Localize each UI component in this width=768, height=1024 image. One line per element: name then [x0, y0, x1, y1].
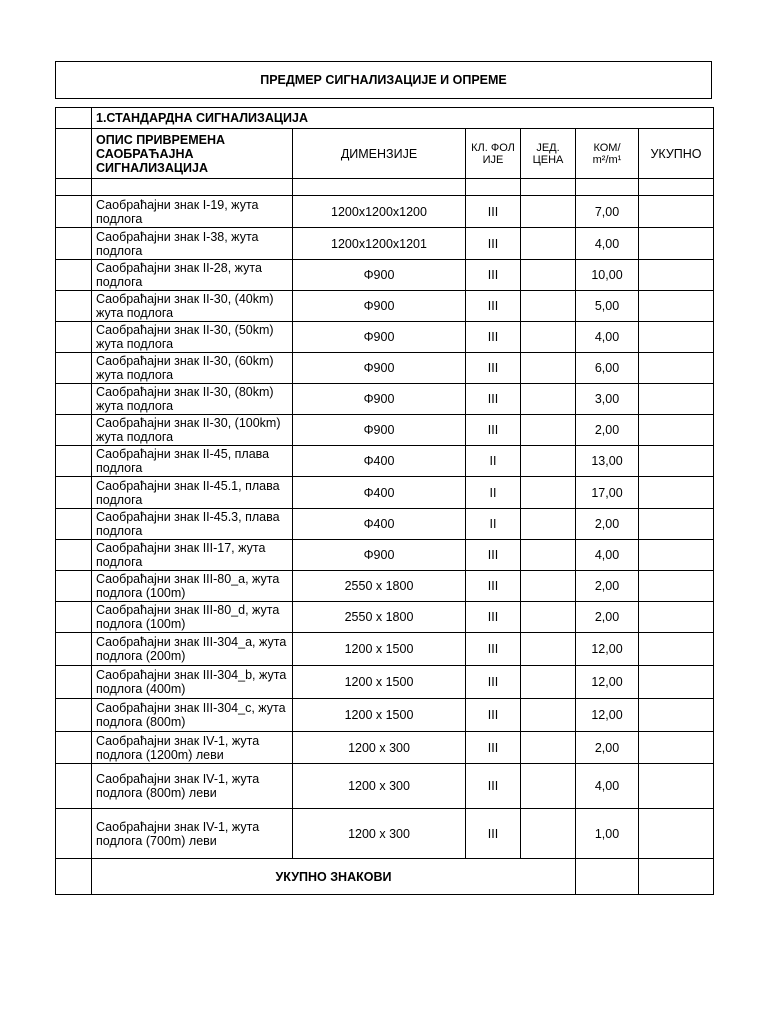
- row-description: Саобраћајни знак II-30, (100km) жута подлога: [92, 415, 293, 446]
- row-dimensions: Φ900: [293, 291, 466, 322]
- row-foil-class: III: [466, 809, 521, 859]
- row-unit-price: [521, 353, 576, 384]
- row-foil-class: III: [466, 602, 521, 633]
- row-foil-class: III: [466, 384, 521, 415]
- table-row: [56, 415, 714, 446]
- section-title: 1.СТАНДАРДНА СИГНАЛИЗАЦИЈА: [92, 108, 714, 129]
- row-number-cell: [56, 602, 92, 633]
- row-total: [639, 764, 714, 809]
- row-unit-price: [521, 260, 576, 291]
- row-total: [639, 228, 714, 260]
- row-foil-class: III: [466, 291, 521, 322]
- row-number-cell: [56, 699, 92, 732]
- row-unit-price: [521, 699, 576, 732]
- row-quantity: 12,00: [576, 633, 639, 666]
- table-row: [56, 602, 714, 633]
- header-unit-price: ЈЕД. ЦЕНА: [521, 129, 576, 179]
- row-unit-price: [521, 415, 576, 446]
- row-quantity: 4,00: [576, 764, 639, 809]
- header-quantity: КОМ/ m²/m¹: [576, 129, 639, 179]
- row-number-cell: [56, 809, 92, 859]
- row-total: [639, 353, 714, 384]
- row-number-cell: [56, 384, 92, 415]
- row-unit-price: [521, 509, 576, 540]
- row-foil-class: II: [466, 477, 521, 509]
- row-number-cell: [56, 291, 92, 322]
- row-unit-price: [521, 384, 576, 415]
- row-dimensions: 1200 x 1500: [293, 633, 466, 666]
- row-total: [639, 540, 714, 571]
- row-unit-price: [521, 732, 576, 764]
- row-number-cell: [56, 633, 92, 666]
- row-dimensions: Φ400: [293, 509, 466, 540]
- table-row: [56, 732, 714, 764]
- row-dimensions: Φ400: [293, 477, 466, 509]
- row-foil-class: III: [466, 633, 521, 666]
- row-total: [639, 291, 714, 322]
- row-foil-class: II: [466, 509, 521, 540]
- row-foil-class: III: [466, 353, 521, 384]
- row-unit-price: [521, 571, 576, 602]
- row-dimensions: Φ900: [293, 540, 466, 571]
- row-dimensions: 1200x1200x1201: [293, 228, 466, 260]
- row-total: [639, 571, 714, 602]
- row-dimensions: Φ900: [293, 353, 466, 384]
- row-description: Саобраћајни знак III-17, жута подлога: [92, 540, 293, 571]
- spacer-row: [56, 179, 714, 196]
- row-total: [639, 260, 714, 291]
- row-foil-class: III: [466, 228, 521, 260]
- row-description: Саобраћајни знак II-30, (50km) жута подлога: [92, 322, 293, 353]
- row-total: [639, 384, 714, 415]
- row-description: Саобраћајни знак III-304_b, жута подлога (400m): [92, 666, 293, 699]
- row-number-cell: [56, 571, 92, 602]
- row-dimensions: Φ900: [293, 322, 466, 353]
- row-total: [639, 602, 714, 633]
- row-total: [639, 446, 714, 477]
- row-quantity: 6,00: [576, 353, 639, 384]
- row-foil-class: III: [466, 732, 521, 764]
- row-quantity: 2,00: [576, 571, 639, 602]
- row-unit-price: [521, 633, 576, 666]
- total-row: [56, 859, 714, 895]
- table-row: [56, 384, 714, 415]
- row-dimensions: Φ900: [293, 415, 466, 446]
- row-description: Саобраћајни знак IV-1, жута подлога (1200m) леви: [92, 732, 293, 764]
- row-quantity: 2,00: [576, 509, 639, 540]
- row-number-cell: [56, 446, 92, 477]
- row-total: [639, 809, 714, 859]
- row-total: [639, 732, 714, 764]
- table-row: [56, 446, 714, 477]
- header-dimensions: ДИМЕНЗИЈЕ: [293, 129, 466, 179]
- row-quantity: 7,00: [576, 196, 639, 228]
- row-number-cell: [56, 666, 92, 699]
- table-row: [56, 764, 714, 809]
- row-foil-class: III: [466, 764, 521, 809]
- row-number-cell: [56, 477, 92, 509]
- row-dimensions: 1200 x 300: [293, 809, 466, 859]
- row-total: [639, 415, 714, 446]
- row-total: [639, 477, 714, 509]
- row-unit-price: [521, 540, 576, 571]
- row-description: Саобраћајни знак II-45.3, плава подлога: [92, 509, 293, 540]
- row-unit-price: [521, 666, 576, 699]
- row-number-cell: [56, 260, 92, 291]
- row-description: Саобраћајни знак III-304_c, жута подлога (800m): [92, 699, 293, 732]
- row-unit-price: [521, 764, 576, 809]
- row-number-cell: [56, 196, 92, 228]
- row-quantity: 12,00: [576, 666, 639, 699]
- row-total: [639, 196, 714, 228]
- row-number-cell: [56, 322, 92, 353]
- signalization-table: [55, 107, 714, 895]
- table-row: [56, 196, 714, 228]
- row-description: Саобраћајни знак III-80_a, жута подлога (100m): [92, 571, 293, 602]
- row-unit-price: [521, 477, 576, 509]
- row-dimensions: 2550 x 1800: [293, 571, 466, 602]
- table-row: [56, 666, 714, 699]
- table-row: [56, 322, 714, 353]
- row-dimensions: Φ900: [293, 384, 466, 415]
- row-quantity: 2,00: [576, 415, 639, 446]
- row-quantity: 4,00: [576, 228, 639, 260]
- header-row: [56, 129, 714, 179]
- row-number-cell: [56, 228, 92, 260]
- row-total: [639, 509, 714, 540]
- row-total: [639, 322, 714, 353]
- row-foil-class: III: [466, 196, 521, 228]
- table-row: [56, 291, 714, 322]
- row-quantity: 5,00: [576, 291, 639, 322]
- row-foil-class: II: [466, 446, 521, 477]
- row-quantity: 12,00: [576, 699, 639, 732]
- row-description: Саобраћајни знак II-30, (60km) жута подлога: [92, 353, 293, 384]
- row-number-cell: [56, 415, 92, 446]
- row-description: Саобраћајни знак II-45, плава подлога: [92, 446, 293, 477]
- table-row: [56, 353, 714, 384]
- row-description: Саобраћајни знак I-38, жута подлога: [92, 228, 293, 260]
- row-number-cell: [56, 732, 92, 764]
- row-description: Саобраћајни знак II-28, жута подлога: [92, 260, 293, 291]
- row-foil-class: III: [466, 322, 521, 353]
- row-description: Саобраћајни знак I-19, жута подлога: [92, 196, 293, 228]
- row-description: Саобраћајни знак IV-1, жута подлога (800m) леви: [92, 764, 293, 809]
- table-row: [56, 571, 714, 602]
- row-description: Саобраћајни знак II-45.1, плава подлога: [92, 477, 293, 509]
- row-foil-class: III: [466, 415, 521, 446]
- row-dimensions: 1200 x 300: [293, 764, 466, 809]
- row-dimensions: 1200 x 300: [293, 732, 466, 764]
- table-row: [56, 633, 714, 666]
- total-label: УКУПНО ЗНАКОВИ: [92, 859, 576, 895]
- row-dimensions: Φ900: [293, 260, 466, 291]
- table-row: [56, 477, 714, 509]
- row-quantity: 1,00: [576, 809, 639, 859]
- header-foil-class: КЛ. ФОЛ ИЈЕ: [466, 129, 521, 179]
- row-dimensions: 1200 x 1500: [293, 666, 466, 699]
- header-total: УКУПНО: [639, 129, 714, 179]
- row-total: [639, 699, 714, 732]
- table-row: [56, 699, 714, 732]
- row-description: Саобраћајни знак III-304_a, жута подлога (200m): [92, 633, 293, 666]
- header-description: ОПИС ПРИВРЕМЕНА САОБРАЋАЈНА СИГНАЛИЗАЦИЈА: [92, 129, 293, 179]
- row-total: [639, 633, 714, 666]
- row-number-cell: [56, 509, 92, 540]
- row-number-cell: [56, 764, 92, 809]
- row-unit-price: [521, 196, 576, 228]
- row-quantity: 4,00: [576, 322, 639, 353]
- row-foil-class: III: [466, 540, 521, 571]
- row-quantity: 4,00: [576, 540, 639, 571]
- row-unit-price: [521, 809, 576, 859]
- row-description: Саобраћајни знак II-30, (80km) жута подлога: [92, 384, 293, 415]
- row-dimensions: 1200x1200x1200: [293, 196, 466, 228]
- row-unit-price: [521, 228, 576, 260]
- row-quantity: 2,00: [576, 732, 639, 764]
- table-row: [56, 509, 714, 540]
- row-unit-price: [521, 602, 576, 633]
- row-dimensions: Φ400: [293, 446, 466, 477]
- row-description: Саобраћајни знак IV-1, жута подлога (700m) леви: [92, 809, 293, 859]
- row-foil-class: III: [466, 260, 521, 291]
- row-quantity: 17,00: [576, 477, 639, 509]
- row-dimensions: 1200 x 1500: [293, 699, 466, 732]
- row-quantity: 13,00: [576, 446, 639, 477]
- row-number-cell: [56, 353, 92, 384]
- row-description: Саобраћајни знак III-80_d, жута подлога (100m): [92, 602, 293, 633]
- row-unit-price: [521, 322, 576, 353]
- section-row: [56, 108, 714, 129]
- table-row: [56, 540, 714, 571]
- row-foil-class: III: [466, 699, 521, 732]
- document-title: ПРЕДМЕР СИГНАЛИЗАЦИЈЕ И ОПРЕМЕ: [55, 61, 712, 99]
- row-description: Саобраћајни знак II-30, (40km) жута подлога: [92, 291, 293, 322]
- row-dimensions: 2550 x 1800: [293, 602, 466, 633]
- row-quantity: 3,00: [576, 384, 639, 415]
- row-number-cell: [56, 540, 92, 571]
- row-quantity: 10,00: [576, 260, 639, 291]
- row-total: [639, 666, 714, 699]
- row-unit-price: [521, 291, 576, 322]
- row-quantity: 2,00: [576, 602, 639, 633]
- row-foil-class: III: [466, 571, 521, 602]
- table-row: [56, 228, 714, 260]
- row-unit-price: [521, 446, 576, 477]
- table-row: [56, 809, 714, 859]
- table-row: [56, 260, 714, 291]
- row-foil-class: III: [466, 666, 521, 699]
